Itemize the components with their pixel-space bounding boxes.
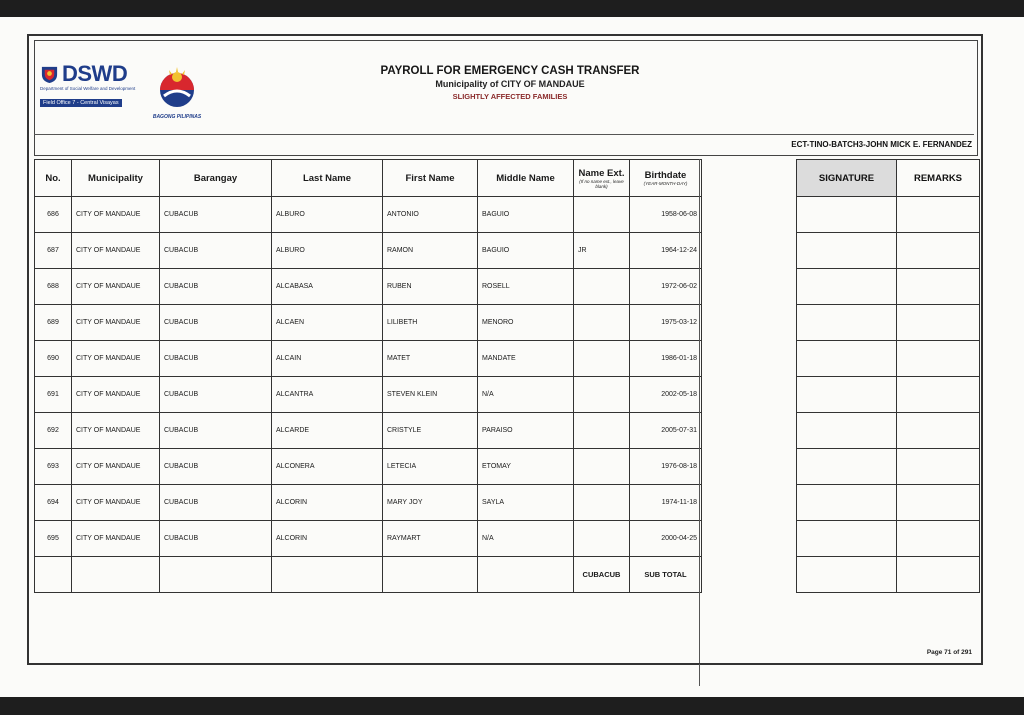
payroll-table (34, 159, 702, 593)
cell-municipality: CITY OF MANDAUE (72, 341, 160, 377)
cell-first-name: MATET (383, 341, 478, 377)
dswd-wordmark: DSWD (62, 61, 128, 86)
bottom-border-left (27, 663, 700, 664)
category-subtitle: SLIGHTLY AFFECTED FAMILIES (452, 92, 568, 101)
cell-middle-name: N/A (478, 521, 574, 557)
cell-first-name: RAYMART (383, 521, 478, 557)
col-no: No. (35, 160, 72, 197)
signature-cell[interactable] (797, 305, 897, 341)
cell-last-name: ALCAEN (272, 305, 383, 341)
bagong-pilipinas-label: BAGONG PILIPINAS (152, 114, 202, 120)
remarks-cell[interactable] (897, 233, 980, 269)
subtotal-row (35, 557, 702, 593)
dswd-emblem-icon (40, 65, 59, 84)
col-birthdate-title: Birthdate (644, 170, 687, 181)
cell-middle-name: MANDATE (478, 341, 574, 377)
bagong-pilipinas-emblem-icon (152, 66, 202, 108)
cell-last-name: ALCORIN (272, 521, 383, 557)
signature-cell[interactable] (797, 269, 897, 305)
cell-name-ext (574, 341, 630, 377)
table-row (35, 341, 702, 377)
cell-municipality: CITY OF MANDAUE (72, 377, 160, 413)
cell-birthdate: 1976-08-18 (630, 449, 702, 485)
signature-cell[interactable] (797, 233, 897, 269)
cell-middle-name: MENORO (478, 305, 574, 341)
cell-no: 688 (35, 269, 72, 305)
table-row (35, 521, 702, 557)
remarks-cell[interactable] (897, 449, 980, 485)
col-name-ext-note: (If no name ext., leave blank) (579, 178, 624, 189)
col-middle-name: Middle Name (478, 160, 574, 197)
municipality-subtitle: Municipality of CITY OF MANDAUE (435, 79, 585, 89)
col-remarks: REMARKS (897, 160, 980, 197)
cell-no: 687 (35, 233, 72, 269)
cell-no: 691 (35, 377, 72, 413)
remarks-cell[interactable] (897, 197, 980, 233)
cell-no: 690 (35, 341, 72, 377)
table-header-row (35, 160, 702, 197)
cell-municipality: CITY OF MANDAUE (72, 485, 160, 521)
cell-municipality: CITY OF MANDAUE (72, 197, 160, 233)
column-gap-line (699, 159, 700, 686)
subtotal-barangay: CUBACUB (574, 557, 630, 593)
table-row (35, 485, 702, 521)
header-divider (34, 134, 974, 135)
col-barangay: Barangay (160, 160, 272, 197)
cell-birthdate: 2005-07-31 (630, 413, 702, 449)
cell-birthdate: 1975-03-12 (630, 305, 702, 341)
cell-name-ext (574, 377, 630, 413)
cell-empty (478, 557, 574, 593)
cell-municipality: CITY OF MANDAUE (72, 521, 160, 557)
bottom-border-right (796, 663, 983, 664)
remarks-cell[interactable] (897, 341, 980, 377)
remarks-cell[interactable] (897, 269, 980, 305)
cell-last-name: ALCORIN (272, 485, 383, 521)
signature-row (797, 197, 980, 233)
cell-no: 694 (35, 485, 72, 521)
signature-cell[interactable] (797, 449, 897, 485)
dswd-department-name: Department of Social Welfare and Development (40, 86, 136, 91)
col-birthdate-note: (YEAR-MONTH-DAY) (643, 181, 688, 186)
cell-no: 693 (35, 449, 72, 485)
table-row (35, 413, 702, 449)
table-row (35, 377, 702, 413)
cell-name-ext (574, 305, 630, 341)
cell-barangay: CUBACUB (160, 449, 272, 485)
cell-birthdate: 1964-12-24 (630, 233, 702, 269)
subtotal-label: SUB TOTAL (630, 557, 702, 593)
signature-header-row (797, 160, 980, 197)
cell-no: 686 (35, 197, 72, 233)
cell-empty (383, 557, 478, 593)
cell-birthdate: 2000-04-25 (630, 521, 702, 557)
cell-barangay: CUBACUB (160, 197, 272, 233)
cell-name-ext (574, 485, 630, 521)
col-name-ext (574, 160, 630, 197)
remarks-cell[interactable] (897, 557, 980, 593)
cell-birthdate: 1986-01-18 (630, 341, 702, 377)
col-birthdate (630, 160, 702, 197)
cell-birthdate: 1974-11-18 (630, 485, 702, 521)
cell-name-ext (574, 413, 630, 449)
cell-name-ext: JR (574, 233, 630, 269)
signature-row (797, 377, 980, 413)
cell-last-name: ALCARDE (272, 413, 383, 449)
cell-municipality: CITY OF MANDAUE (72, 449, 160, 485)
table-row (35, 197, 702, 233)
col-signature: SIGNATURE (797, 160, 897, 197)
cell-municipality: CITY OF MANDAUE (72, 269, 160, 305)
cell-empty (272, 557, 383, 593)
cell-barangay: CUBACUB (160, 305, 272, 341)
cell-no: 692 (35, 413, 72, 449)
signature-row (797, 521, 980, 557)
signature-cell[interactable] (797, 521, 897, 557)
cell-first-name: MARY JOY (383, 485, 478, 521)
cell-middle-name: ETOMAY (478, 449, 574, 485)
cell-first-name: LILIBETH (383, 305, 478, 341)
cell-last-name: ALCAIN (272, 341, 383, 377)
cell-empty (72, 557, 160, 593)
remarks-cell[interactable] (897, 485, 980, 521)
cell-first-name: ANTONIO (383, 197, 478, 233)
cell-first-name: STEVEN KLEIN (383, 377, 478, 413)
signature-row (797, 269, 980, 305)
cell-name-ext (574, 521, 630, 557)
cell-middle-name: SAYLA (478, 485, 574, 521)
signature-row (797, 233, 980, 269)
cell-barangay: CUBACUB (160, 413, 272, 449)
signature-row (797, 557, 980, 593)
table-row (35, 269, 702, 305)
cell-birthdate: 1972-06-02 (630, 269, 702, 305)
remarks-cell[interactable] (897, 521, 980, 557)
signature-row (797, 341, 980, 377)
remarks-cell[interactable] (897, 377, 980, 413)
cell-last-name: ALCANTRA (272, 377, 383, 413)
table-row (35, 233, 702, 269)
cell-no: 695 (35, 521, 72, 557)
cell-empty (160, 557, 272, 593)
signature-cell[interactable] (797, 197, 897, 233)
cell-first-name: LETECIA (383, 449, 478, 485)
signature-cell[interactable] (797, 485, 897, 521)
cell-barangay: CUBACUB (160, 269, 272, 305)
cell-last-name: ALBURO (272, 233, 383, 269)
col-name-ext-title: Name Ext. (578, 167, 625, 179)
cell-barangay: CUBACUB (160, 485, 272, 521)
remarks-cell[interactable] (897, 413, 980, 449)
signature-cell[interactable] (797, 557, 897, 593)
dswd-logo (40, 61, 140, 109)
cell-barangay: CUBACUB (160, 521, 272, 557)
cell-first-name: RAMON (383, 233, 478, 269)
bagong-pilipinas-logo (145, 66, 209, 120)
document-title: PAYROLL FOR EMERGENCY CASH TRANSFER (380, 65, 640, 77)
field-office-badge: Field Office 7 - Central Visayas (40, 99, 122, 107)
signature-row (797, 305, 980, 341)
cell-no: 689 (35, 305, 72, 341)
remarks-cell[interactable] (897, 305, 980, 341)
page-number: Page 71 of 291 (926, 649, 972, 656)
batch-label: ECT-TINO-BATCH3-JOHN MICK E. FERNANDEZ (791, 140, 972, 149)
cell-empty (35, 557, 72, 593)
signature-table (796, 159, 980, 593)
cell-name-ext (574, 197, 630, 233)
cell-last-name: ALCABASA (272, 269, 383, 305)
signature-cell[interactable] (797, 377, 897, 413)
cell-middle-name: BAGUIO (478, 197, 574, 233)
signature-row (797, 449, 980, 485)
cell-middle-name: ROSELL (478, 269, 574, 305)
cell-municipality: CITY OF MANDAUE (72, 233, 160, 269)
cell-barangay: CUBACUB (160, 233, 272, 269)
cell-municipality: CITY OF MANDAUE (72, 413, 160, 449)
title-block (320, 64, 700, 102)
col-last-name: Last Name (272, 160, 383, 197)
col-municipality: Municipality (72, 160, 160, 197)
signature-row (797, 413, 980, 449)
cell-last-name: ALCONERA (272, 449, 383, 485)
cell-first-name: CRISTYLE (383, 413, 478, 449)
cell-barangay: CUBACUB (160, 377, 272, 413)
cell-name-ext (574, 269, 630, 305)
cell-middle-name: N/A (478, 377, 574, 413)
cell-municipality: CITY OF MANDAUE (72, 305, 160, 341)
signature-cell[interactable] (797, 413, 897, 449)
table-row (35, 449, 702, 485)
cell-birthdate: 2002-05-18 (630, 377, 702, 413)
table-row (35, 305, 702, 341)
cell-name-ext (574, 449, 630, 485)
cell-middle-name: BAGUIO (478, 233, 574, 269)
signature-cell[interactable] (797, 341, 897, 377)
cell-first-name: RUBEN (383, 269, 478, 305)
signature-row (797, 485, 980, 521)
cell-barangay: CUBACUB (160, 341, 272, 377)
cell-birthdate: 1958-06-08 (630, 197, 702, 233)
cell-middle-name: PARAISO (478, 413, 574, 449)
cell-last-name: ALBURO (272, 197, 383, 233)
col-first-name: First Name (383, 160, 478, 197)
